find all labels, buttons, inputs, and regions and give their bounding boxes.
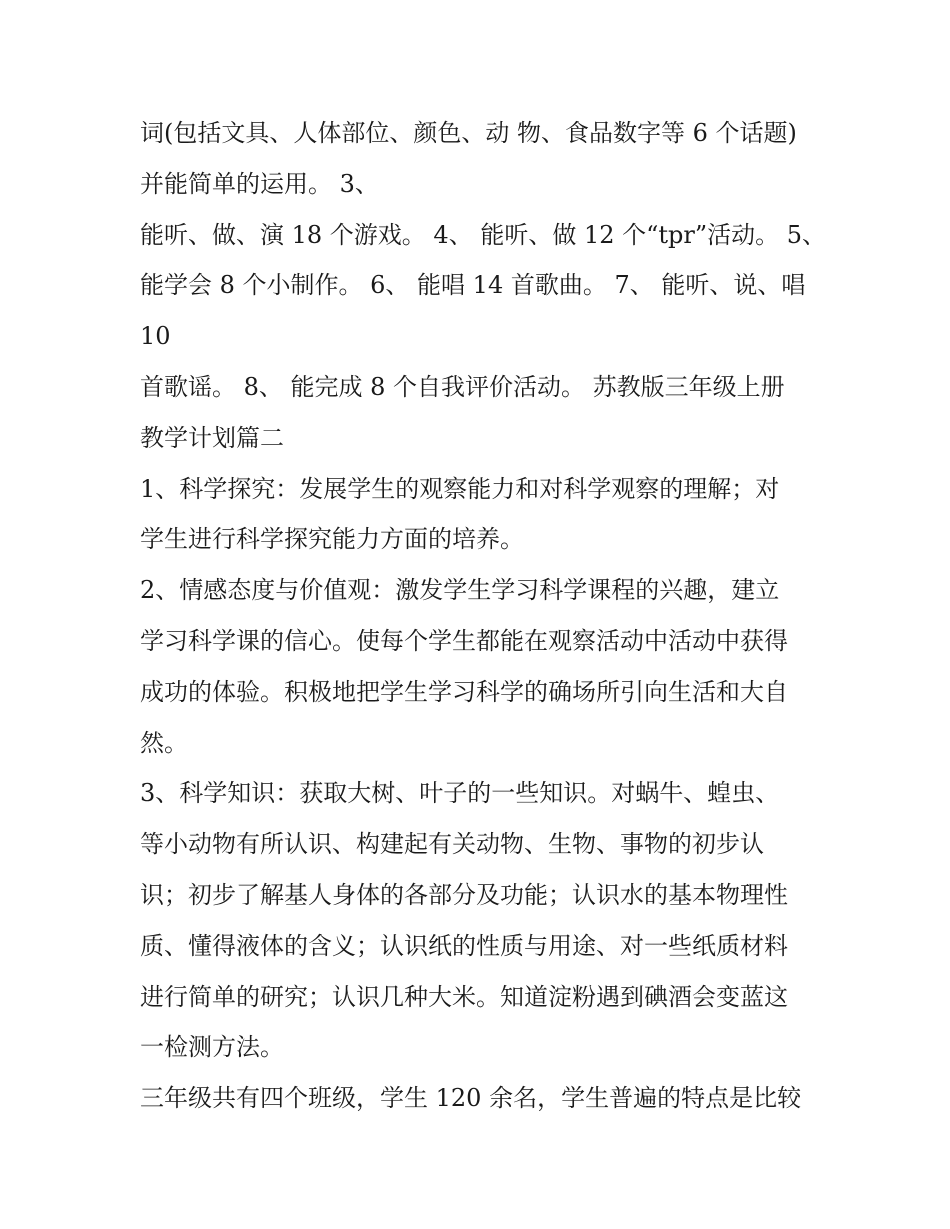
text-line: 质、懂得液体的含义；认识纸的性质与用途、对一些纸质材料 bbox=[140, 931, 788, 960]
text-line: 1、科学探究：发展学生的观察能力和对科学观察的理解；对 bbox=[140, 474, 780, 503]
text-line: 成功的体验。积极地把学生学习科学的确场所引向生活和大自 bbox=[140, 677, 788, 706]
text-line: 然。 bbox=[140, 728, 188, 757]
text-line: 教学计划篇二 bbox=[140, 423, 284, 452]
text-line: 能听、做、演 18 个游戏。 4、 能听、做 12 个“tpr”活动。 5、 bbox=[140, 220, 827, 249]
text-line: 2、情感态度与价值观：激发学生学习科学课程的兴趣，建立 bbox=[140, 576, 780, 605]
text-line: 进行简单的研究；认识几种大米。知道淀粉遇到碘酒会变蓝这 bbox=[140, 982, 788, 1011]
text-line: 词(包括文具、人体部位、颜色、动 物、食品数字等 6 个话题) bbox=[140, 119, 797, 147]
text-line: 3、科学知识：获取大树、叶子的一些知识。对蜗牛、蝗虫、 bbox=[140, 779, 780, 808]
text-line: 识；初步了解基人身体的各部分及功能；认识水的基本物理性 bbox=[140, 880, 788, 909]
text-line: 10 bbox=[140, 322, 171, 351]
text-line: 能学会 8 个小制作。 6、 能唱 14 首歌曲。 7、 能听、说、唱 bbox=[140, 271, 806, 300]
text-line: 首歌谣。 8、 能完成 8 个自我评价活动。 苏教版三年级上册 bbox=[140, 372, 785, 401]
text-line: 等小动物有所认识、构建起有关动物、生物、事物的初步认 bbox=[140, 830, 764, 859]
text-line: 并能简单的运用。 3、 bbox=[140, 169, 379, 198]
text-line: 一检测方法。 bbox=[140, 1033, 284, 1062]
text-line: 学生进行科学探究能力方面的培养。 bbox=[140, 525, 524, 554]
text-line: 三年级共有四个班级，学生 120 余名，学生普遍的特点是比较 bbox=[140, 1084, 802, 1113]
text-line: 学习科学课的信心。使每个学生都能在观察活动中活动中获得 bbox=[140, 626, 788, 655]
document-body bbox=[140, 108, 827, 1124]
